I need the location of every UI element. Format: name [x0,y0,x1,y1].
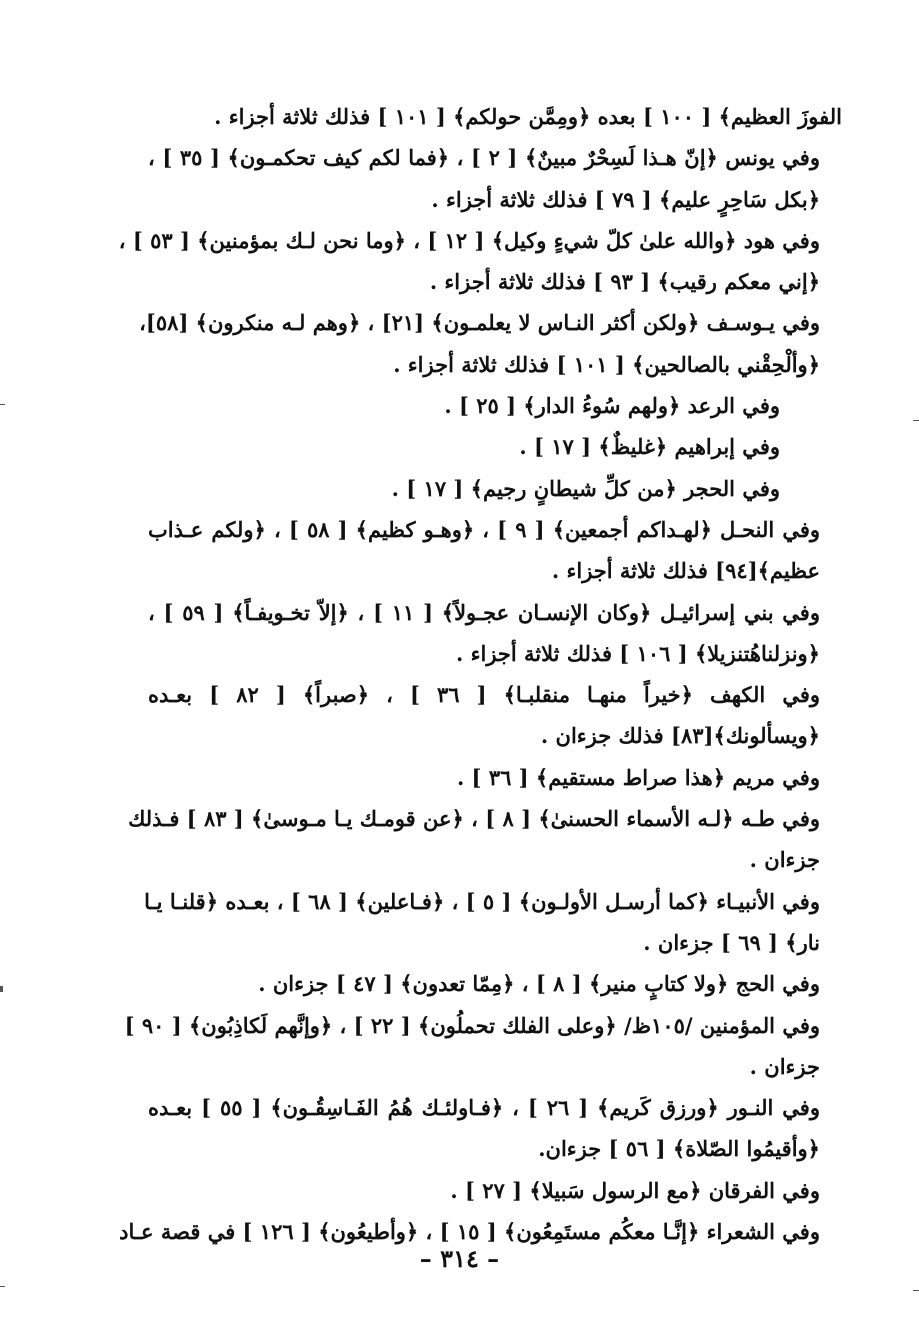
paragraph [128,798,842,881]
text-line: وفي الشعراء ﴿إنَّـا معكُم مستَمِعُون﴾ [ ١٥ ] ، ﴿وأطيعُون﴾ [ ١٢٦ ] في قصة عـاد [119,1219,820,1245]
text-line: جزءان . [749,847,820,873]
text-line: نار﴾ [ ٦٩ ] جزءان . [643,929,820,955]
text-line: الفوزَ العظيم﴾ [ ١٠٠ ] بعده ﴿ومِمَّن حولكم﴾ [ ١٠١ ] فذلك ثلاثة أجزاء . [214,104,842,129]
text-line: وفي الحج ﴿ولا كتابٍ منير﴾ [ ٨ ] ، ﴿مِمّا تعدون﴾ [ ٤٧ ] جزءان . [258,971,820,997]
paragraph [148,385,842,426]
text-line: وفي يونس ﴿إنّ هـذا لَسِحْرٌ مبينٌ﴾ [ ٢ ] ، ﴿فما لكم كيف تحكمـون﴾ [ ٣٥ ] ، [148,145,820,171]
paragraph [139,302,842,385]
text-line: وفي مريم ﴿هذا صراط مستقيم﴾ [ ٣٦ ] . [456,764,820,790]
text-line: ﴿إني معكم رقيب﴾ [ ٩٣ ] فذلك ثلاثة أجزاء . [429,269,820,295]
text-line: جزءان . [749,1053,820,1079]
paragraph [144,881,842,964]
text-line: وفي الرعد ﴿ولهم سُوءُ الدار﴾ [ ٢٥ ] . [444,393,780,419]
text-line: وفي الحجر ﴿من كلِّ شيطانٍ رجيم﴾ [ ١٧ ] . [391,475,780,501]
text-line: وفي هود ﴿والله علىٰ كلّ شيءٍ وكيل﴾ [ ١٢ ] ، ﴿وما نحن لـك بمؤمنين﴾ [ ٥٣ ] ، [118,227,820,253]
text-line: وفي النـور ﴿ورزق كَريم﴾ [ ٢٦ ] ، ﴿فـاولئـك هُمُ الفَـاسِقُـون﴾ [ ٥٥ ] بعـده [148,1095,820,1121]
paragraph [148,757,842,798]
right-margin-tick-top [913,420,919,421]
paragraph [148,1087,842,1170]
left-margin-tick-top [0,404,5,405]
left-margin-tick-bottom [0,1286,5,1287]
text-line: وفي المؤمنين /١٠٥ظ/ ﴿وعلى الفلك تحملُون﴾ [ ٢٢ ] ، ﴿وإنَّهم لَكاذِبُون﴾ [ ٩٠ ] [124,1012,820,1038]
text-line: ﴿وألْحِقْني بالصالحين﴾ [ ١٠١ ] فذلك ثلاثة أجزاء . [393,351,820,377]
left-margin-tick-middle [0,986,3,992]
paragraph [148,674,842,757]
paragraph [148,468,842,509]
text-line: وفي النحـل ﴿لهـداكم أجمعين﴾ [ ٩ ] ، ﴿وهـو كظيم﴾ [ ٥٨ ] ، ﴿ولكم عـذاب [148,516,821,542]
text-line: ﴿وأقيمُوا الصّلاة﴾ [ ٥٦ ] جزءان. [538,1136,820,1162]
paragraph [148,963,842,1004]
paragraph [148,509,842,592]
text-line: وفي يـوسـف ﴿ولكن أكثر النـاس لا يعلمـون﴾ [٢١] ، ﴿وهم لـه منكرون﴾ [٥٨]، [139,310,820,336]
text-line: ﴿بكل سَاحِرٍ عليم﴾ [ ٧٩ ] فذلك ثلاثة أجزاء . [431,186,820,212]
text-line: وفي الكهف ﴿خيراً منهـا منقلبـا﴾ [ ٣٦ ] ، ﴿صبراً﴾ [ ٨٢ ] بعـده [148,682,820,708]
paragraph [124,1005,842,1088]
paragraph [148,592,842,675]
text-line: ﴿ويسألونك﴾[٨٣] فذلك جزءان . [540,723,820,749]
paragraph [148,426,842,467]
text-line: وفي الأنبيـاء ﴿كما أرسـل الأولـون﴾ [ ٥ ] ، ﴿فـاعلين﴾ [ ٦٨ ] ، بعـده ﴿قلنـا يـا [144,888,820,914]
paragraph [148,1170,842,1211]
right-margin-tick-bottom [913,1290,919,1291]
body-text [118,96,842,1252]
text-line: وفي بني إسرائيـل ﴿وكان الإنسـان عجـولاً﴾ [ ١١ ] ، ﴿إلاّ تخـويفـاً﴾ [ ٥٩ ] ، [148,599,820,625]
text-line: وفي إبراهيم ﴿غليظٌ﴾ [ ١٧ ] . [519,434,780,460]
paragraph [148,137,842,220]
page-number: – ٣١٤ – [419,1244,500,1273]
text-line: عظيم﴾[٩٤] فذلك ثلاثة أجزاء . [551,558,820,584]
text-line: ﴿ونزلناهُتنزيلا﴾ [ ١٠٦ ] فذلك ثلاثة أجزاء . [456,640,820,666]
text-line: وفي الفرقان ﴿مع الرسول سَبيلا﴾ [ ٢٧ ] . [450,1177,820,1203]
text-line: وفي طـه ﴿لـه الأسماء الحسنىٰ﴾ [ ٨ ] ، ﴿عن قومـك يـا مـوسىٰ﴾ [ ٨٣ ] فـذلك [128,806,820,832]
paragraph [148,96,842,137]
paragraph [118,220,842,303]
